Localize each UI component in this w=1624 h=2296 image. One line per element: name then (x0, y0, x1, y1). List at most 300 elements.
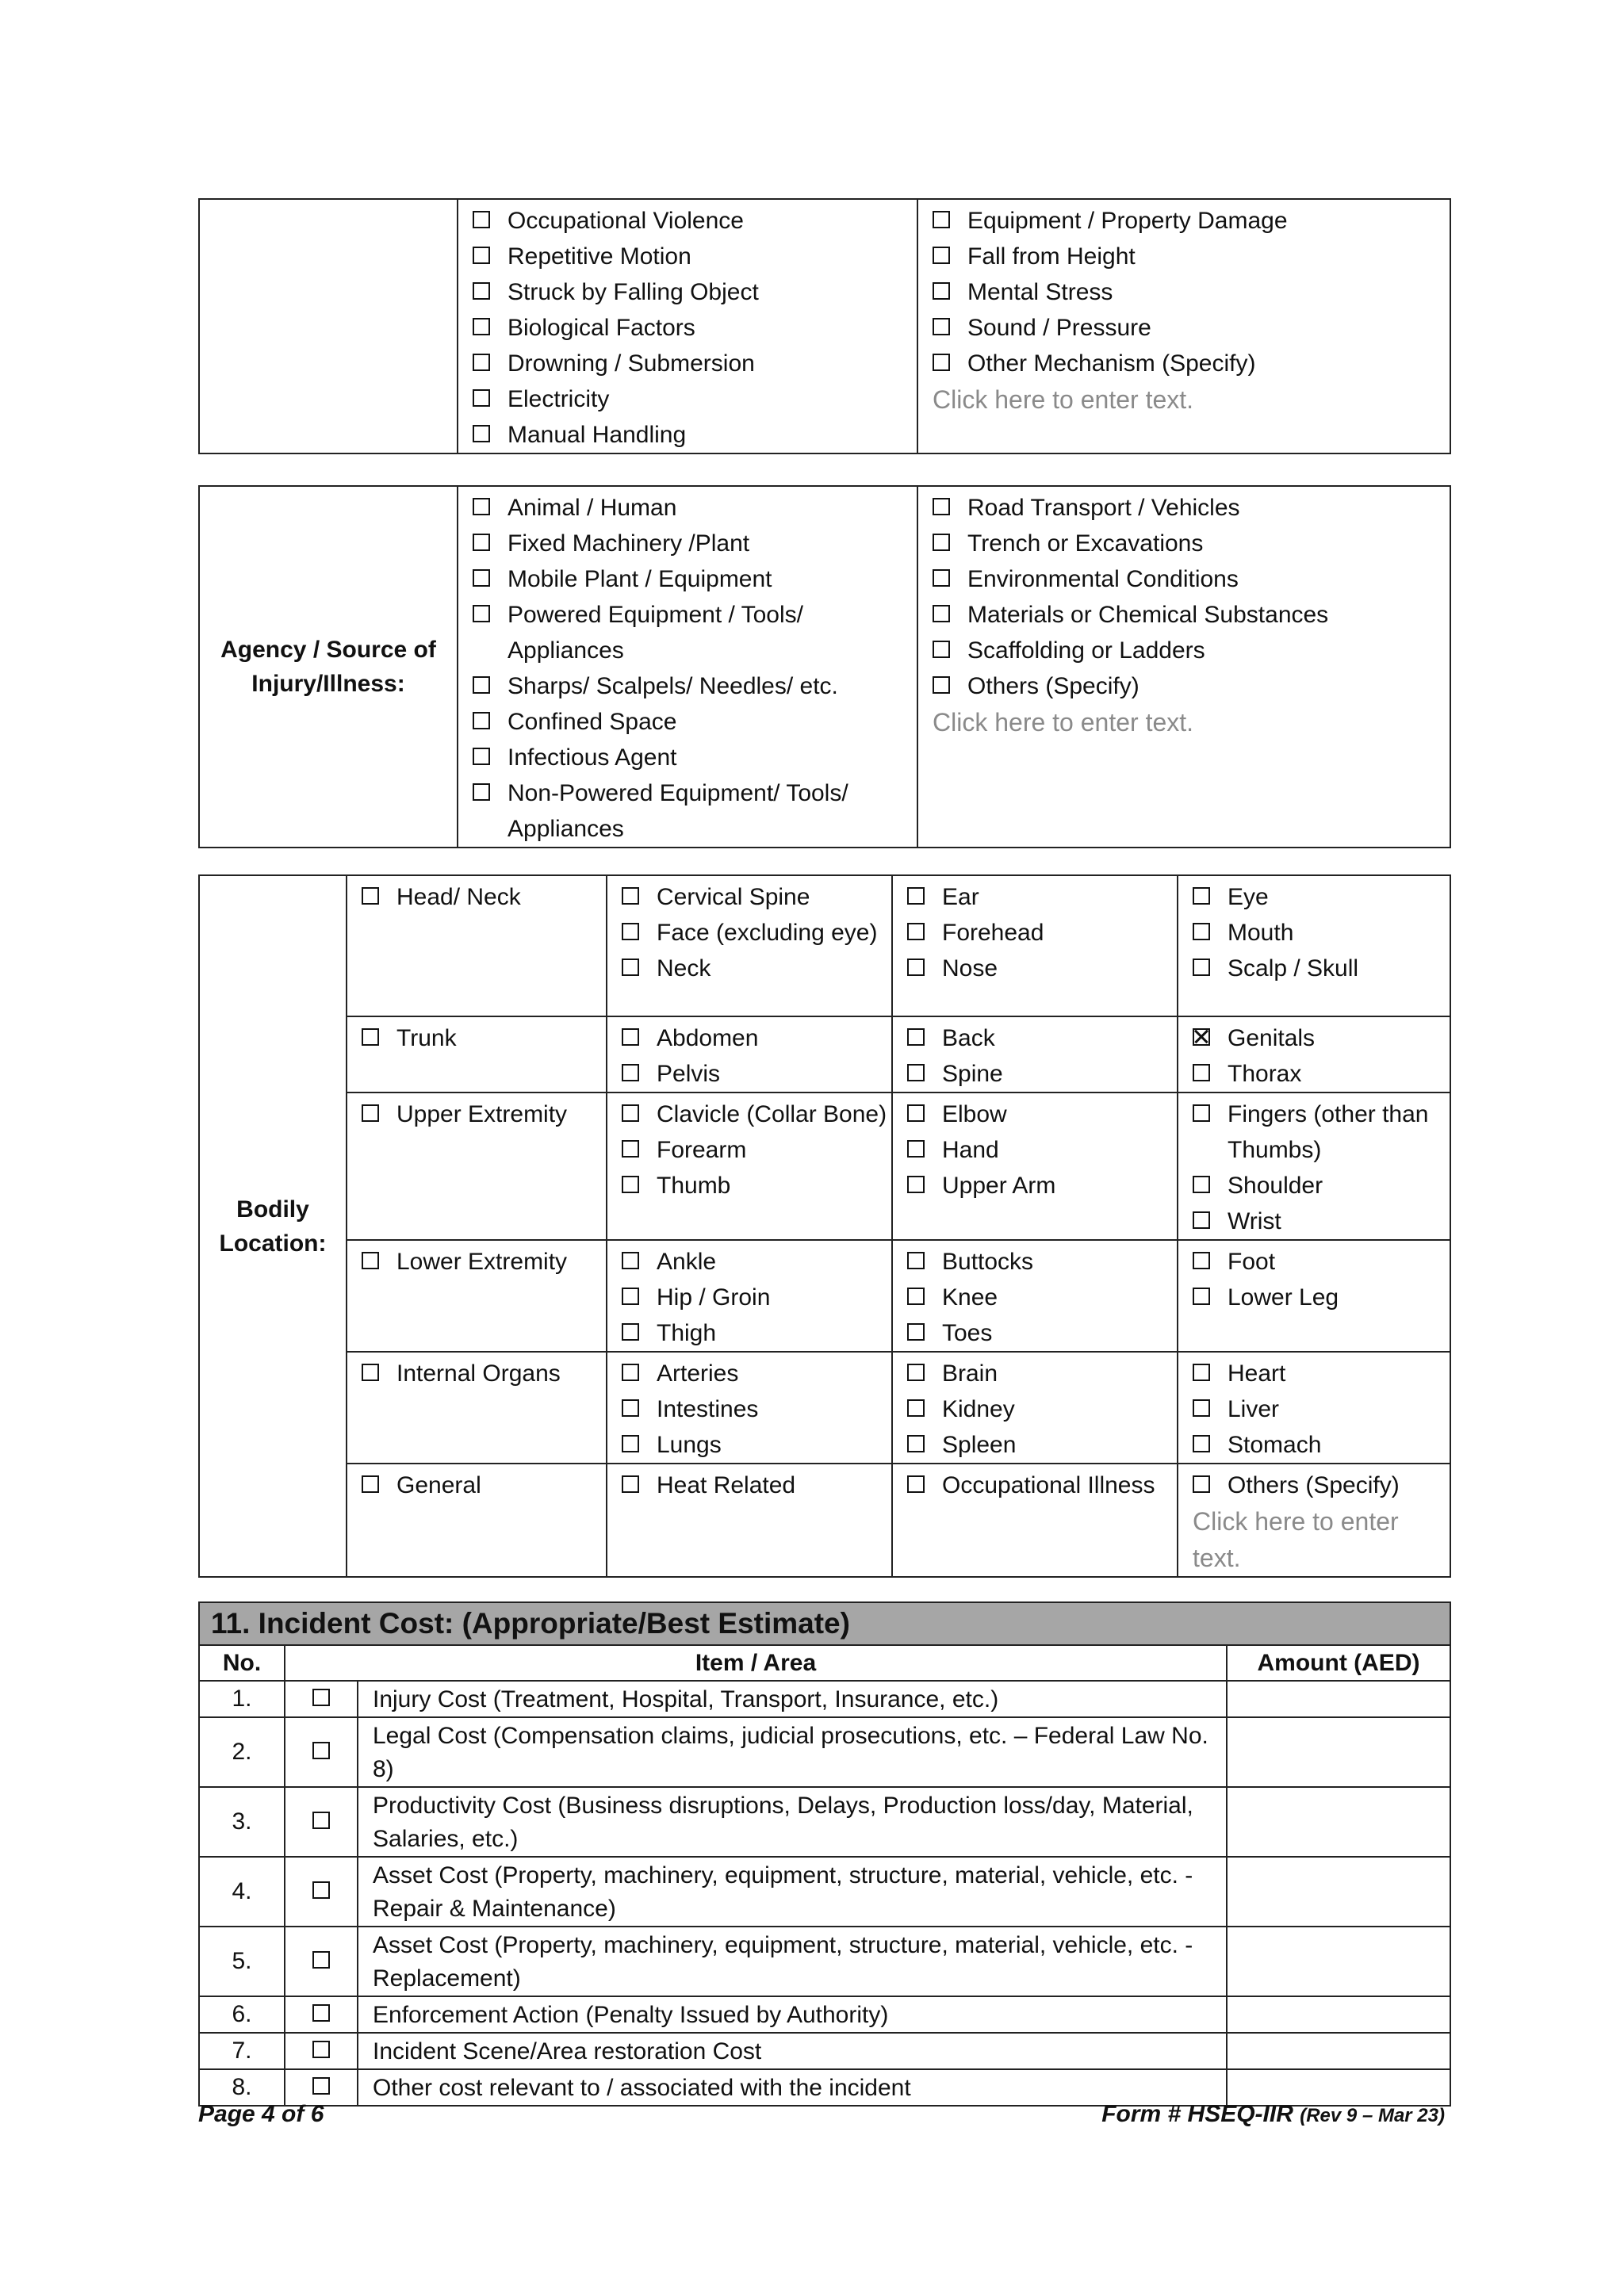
checkbox-item-genitals[interactable] (1193, 1020, 1450, 1056)
cost-row-checkbox-cell[interactable] (285, 1787, 358, 1857)
bodily-parts-cell (892, 1093, 1178, 1240)
checkbox-label: Other Mechanism (Specify) (967, 350, 1256, 377)
checkbox-icon[interactable] (1193, 1064, 1210, 1081)
checkbox-icon[interactable] (473, 282, 490, 300)
checkbox-item-cervical-spine[interactable] (622, 879, 891, 915)
incident-cost-title: 11. Incident Cost: (Appropriate/Best Estimate) (199, 1602, 1450, 1645)
cost-row-number: 8. (199, 2069, 285, 2106)
checkbox-item-sound-pressure[interactable] (933, 310, 1450, 346)
checkbox-item-fall-from-height[interactable] (933, 239, 1450, 274)
bodily-region-cell (347, 875, 607, 1016)
col-header-amount: Amount (AED) (1227, 1645, 1450, 1681)
checkbox-item-knee[interactable] (907, 1280, 1177, 1315)
checkbox-label: Abdomen (657, 1025, 759, 1051)
checkbox-icon[interactable] (622, 959, 639, 976)
bodily-parts-cell (892, 1464, 1178, 1577)
checkbox-item-occupational-violence[interactable] (473, 203, 917, 239)
cost-row-number: 5. (199, 1927, 285, 1996)
checkbox-label: Upper Arm (942, 1173, 1056, 1199)
checkbox-icon[interactable] (933, 534, 950, 551)
checkbox-label: Internal Organs (396, 1360, 561, 1387)
cost-row-checkbox-cell[interactable] (285, 1996, 358, 2033)
checkbox-label: Confined Space (508, 709, 677, 735)
checkbox-label: Kidney (942, 1396, 1015, 1422)
checkbox-label: Genitals (1228, 1025, 1316, 1051)
checkbox-item-occupational-illness[interactable] (907, 1468, 1177, 1503)
checkbox-icon[interactable] (933, 247, 950, 264)
checkbox-item-non-powered-equipment-tools-appliances[interactable] (473, 775, 917, 847)
checkbox-icon[interactable] (933, 318, 950, 335)
checkbox-label: Intestines (657, 1396, 759, 1422)
checkbox-icon[interactable] (312, 1812, 330, 1829)
cost-row-item: Enforcement Action (Penalty Issued by Authority) (358, 1996, 1227, 2033)
checkbox-label: Forehead (942, 920, 1044, 946)
checkbox-item-infectious-agent[interactable] (473, 740, 917, 775)
checkbox-icon[interactable] (312, 2077, 330, 2095)
checkbox-label: Lower Leg (1228, 1284, 1339, 1311)
checkbox-icon[interactable] (1193, 1364, 1210, 1381)
checkbox-item-liver[interactable] (1193, 1391, 1450, 1427)
checkbox-label: Spleen (942, 1432, 1017, 1458)
cost-row-item: Legal Cost (Compensation claims, judicial prosecutions, etc. – Federal Law No. 8) (358, 1717, 1227, 1787)
checkbox-item-eye[interactable] (1193, 879, 1450, 915)
checkbox-label: Road Transport / Vehicles (967, 495, 1240, 521)
checkbox-item-trunk[interactable] (362, 1020, 606, 1056)
checkbox-label: Non-Powered Equipment/ Tools/ Appliances (508, 780, 848, 842)
bodily-parts-cell (1178, 1016, 1450, 1093)
checkbox-icon[interactable] (622, 1140, 639, 1158)
bodily-parts-cell (607, 1464, 892, 1577)
cost-row-checkbox-cell[interactable] (285, 1927, 358, 1996)
checkbox-icon[interactable] (1193, 887, 1210, 905)
checkbox-item-shoulder[interactable] (1193, 1168, 1450, 1203)
checkbox-label: Thigh (657, 1320, 717, 1346)
checkbox-icon[interactable] (907, 1140, 925, 1158)
checkbox-item-mobile-plant-equipment[interactable] (473, 561, 917, 597)
checkbox-item-trench-or-excavations[interactable] (933, 526, 1450, 561)
checkbox-label: Animal / Human (508, 495, 677, 521)
agency-col2 (917, 486, 1450, 848)
bodily-parts-cell (607, 875, 892, 1016)
checkbox-icon[interactable] (362, 1104, 379, 1122)
cost-row-checkbox-cell[interactable] (285, 2033, 358, 2069)
checkbox-label: Upper Extremity (396, 1101, 568, 1127)
checkbox-item-elbow[interactable] (907, 1096, 1177, 1132)
cost-row-item: Asset Cost (Property, machinery, equipment, structure, material, vehicle, etc. - Repair & Maintenance) (358, 1857, 1227, 1927)
checkbox-icon[interactable] (1193, 923, 1210, 940)
checkbox-item-general[interactable] (362, 1468, 606, 1503)
col-header-no: No. (199, 1645, 285, 1681)
checkbox-item-buttocks[interactable] (907, 1244, 1177, 1280)
checkbox-item-back[interactable] (907, 1020, 1177, 1056)
checkbox-icon[interactable] (622, 1323, 639, 1341)
checkbox-icon[interactable] (907, 1252, 925, 1269)
cost-row-number: 6. (199, 1996, 285, 2033)
checkbox-icon[interactable] (1193, 1288, 1210, 1305)
checkbox-label: Face (excluding eye) (657, 920, 878, 946)
checkbox-label: Fingers (other than Thumbs) (1228, 1101, 1429, 1163)
checkbox-icon[interactable] (622, 1399, 639, 1417)
checkbox-icon[interactable] (312, 1881, 330, 1899)
checkbox-icon[interactable] (933, 605, 950, 622)
checkbox-item-upper-extremity[interactable] (362, 1096, 606, 1132)
checkbox-item-nose[interactable] (907, 951, 1177, 986)
checkbox-icon[interactable] (907, 887, 925, 905)
bodily-parts-cell (607, 1016, 892, 1093)
checkbox-icon[interactable] (473, 389, 490, 407)
checkbox-label: Stomach (1228, 1432, 1322, 1458)
checkbox-icon[interactable] (907, 1288, 925, 1305)
checkbox-icon[interactable] (312, 1742, 330, 1759)
checkbox-label: Electricity (508, 386, 610, 412)
cost-row (199, 1996, 1450, 2033)
checkbox-icon[interactable] (622, 1475, 639, 1493)
checkbox-item-internal-organs[interactable] (362, 1356, 606, 1391)
col-header-item: Item / Area (285, 1645, 1227, 1681)
checkbox-label: Equipment / Property Damage (967, 208, 1288, 234)
checkbox-label: Drowning / Submersion (508, 350, 755, 377)
checkbox-icon[interactable] (312, 2004, 330, 2022)
checkbox-item-powered-equipment-tools-appliances[interactable] (473, 597, 917, 668)
bodily-region-cell (347, 1093, 607, 1240)
mechanism-col1 (458, 199, 917, 453)
checkbox-item-hand[interactable] (907, 1132, 1177, 1168)
cost-row-number: 2. (199, 1717, 285, 1787)
checkbox-item-other-mechanism-specify[interactable] (933, 346, 1450, 381)
checkbox-label: Environmental Conditions (967, 566, 1239, 592)
checkbox-icon[interactable] (907, 923, 925, 940)
checkbox-item-spleen[interactable] (907, 1427, 1177, 1463)
checkbox-icon[interactable] (473, 318, 490, 335)
bodily-parts-cell (892, 1016, 1178, 1093)
cost-row-number: 7. (199, 2033, 285, 2069)
cost-row-amount-input[interactable] (1227, 1787, 1450, 1857)
cost-row-amount-input[interactable] (1227, 1681, 1450, 1717)
checkbox-icon[interactable] (312, 2041, 330, 2058)
checkbox-label: Mental Stress (967, 279, 1113, 305)
cost-row-number: 3. (199, 1787, 285, 1857)
checkbox-item-heat-related[interactable] (622, 1468, 891, 1503)
checkbox-item-brain[interactable] (907, 1356, 1177, 1391)
checkbox-checked-icon[interactable] (1193, 1028, 1210, 1046)
checkbox-icon[interactable] (933, 676, 950, 694)
agency-label: Agency / Source of Injury/Illness: (199, 486, 458, 848)
checkbox-item-heart[interactable] (1193, 1356, 1450, 1391)
checkbox-item-clavicle-collar-bone[interactable] (622, 1096, 891, 1132)
cost-row (199, 1787, 1450, 1857)
checkbox-label: Materials or Chemical Substances (967, 602, 1329, 628)
checkbox-icon[interactable] (473, 712, 490, 729)
checkbox-label: Hip / Groin (657, 1284, 771, 1311)
agency-col1 (458, 486, 917, 848)
checkbox-icon[interactable] (907, 1104, 925, 1122)
checkbox-item-toes[interactable] (907, 1315, 1177, 1351)
checkbox-icon[interactable] (312, 1689, 330, 1706)
checkbox-label: Trench or Excavations (967, 530, 1204, 557)
cost-row-amount-input[interactable] (1227, 2033, 1450, 2069)
checkbox-icon[interactable] (1193, 1104, 1210, 1122)
checkbox-item-arteries[interactable] (622, 1356, 891, 1391)
cost-row (199, 1717, 1450, 1787)
checkbox-item-stomach[interactable] (1193, 1427, 1450, 1463)
checkbox-item-materials-or-chemical-substances[interactable] (933, 597, 1450, 633)
checkbox-label: Ear (942, 884, 979, 910)
checkbox-item-animal-human[interactable] (473, 490, 917, 526)
checkbox-item-foot[interactable] (1193, 1244, 1450, 1280)
cost-row-number: 4. (199, 1857, 285, 1927)
checkbox-icon[interactable] (362, 1252, 379, 1269)
checkbox-icon[interactable] (473, 354, 490, 371)
bodily-parts-cell (892, 1240, 1178, 1352)
cost-row-item: Asset Cost (Property, machinery, equipment, structure, material, vehicle, etc. - Replacement) (358, 1927, 1227, 1996)
bodily-row-internal-organs (199, 1352, 1450, 1464)
checkbox-item-confined-space[interactable] (473, 704, 917, 740)
bodily-row-head-neck (199, 875, 1450, 1016)
bodily-region-cell (347, 1240, 607, 1352)
checkbox-icon[interactable] (907, 1064, 925, 1081)
bodily-parts-cell (892, 1352, 1178, 1464)
checkbox-icon[interactable] (1193, 1399, 1210, 1417)
checkbox-label: Lower Extremity (396, 1249, 568, 1275)
checkbox-item-kidney[interactable] (907, 1391, 1177, 1427)
checkbox-icon[interactable] (907, 1323, 925, 1341)
checkbox-item-lower-leg[interactable] (1193, 1280, 1450, 1315)
checkbox-icon[interactable] (933, 354, 950, 371)
mechanism-col2 (917, 199, 1450, 453)
checkbox-item-thumb[interactable] (622, 1168, 891, 1203)
checkbox-icon[interactable] (622, 1104, 639, 1122)
form-revision: (Rev 9 – Mar 23) (1300, 2105, 1445, 2126)
checkbox-label: Mouth (1228, 920, 1294, 946)
checkbox-icon[interactable] (362, 1028, 379, 1046)
checkbox-icon[interactable] (473, 676, 490, 694)
bodily-row-upper-extremity (199, 1093, 1450, 1240)
text-entry-field[interactable]: Click here to enter text. (933, 385, 1194, 414)
checkbox-icon[interactable] (362, 887, 379, 905)
checkbox-label: Thorax (1228, 1061, 1302, 1087)
checkbox-icon[interactable] (622, 923, 639, 940)
checkbox-icon[interactable] (933, 569, 950, 587)
bodily-parts-cell (607, 1240, 892, 1352)
bodily-parts-cell (1178, 1352, 1450, 1464)
checkbox-icon[interactable] (933, 641, 950, 658)
cost-row-item: Productivity Cost (Business disruptions, Delays, Production loss/day, Material, Salaries, etc.) (358, 1787, 1227, 1857)
checkbox-item-ear[interactable] (907, 879, 1177, 915)
checkbox-icon[interactable] (622, 1288, 639, 1305)
checkbox-item-face-excluding-eye[interactable] (622, 915, 891, 951)
checkbox-icon[interactable] (1193, 1435, 1210, 1452)
checkbox-item-abdomen[interactable] (622, 1020, 891, 1056)
checkbox-item-environmental-conditions[interactable] (933, 561, 1450, 597)
checkbox-item-mental-stress[interactable] (933, 274, 1450, 310)
checkbox-item-thorax[interactable] (1193, 1056, 1450, 1092)
checkbox-icon[interactable] (622, 1252, 639, 1269)
cost-row-amount-input[interactable] (1227, 1927, 1450, 1996)
checkbox-label: Back (942, 1025, 995, 1051)
checkbox-label: Cervical Spine (657, 884, 810, 910)
checkbox-label: Trunk (396, 1025, 457, 1051)
cost-row-amount-input[interactable] (1227, 1717, 1450, 1787)
checkbox-label: Biological Factors (508, 315, 695, 341)
cost-row (199, 1857, 1450, 1927)
checkbox-label: Scalp / Skull (1228, 955, 1359, 982)
checkbox-item-lower-extremity[interactable] (362, 1244, 606, 1280)
cost-row-amount-input[interactable] (1227, 1857, 1450, 1927)
checkbox-item-spine[interactable] (907, 1056, 1177, 1092)
checkbox-item-lungs[interactable] (622, 1427, 891, 1463)
checkbox-icon[interactable] (933, 282, 950, 300)
checkbox-icon[interactable] (1193, 1252, 1210, 1269)
checkbox-label: Occupational Violence (508, 208, 744, 234)
checkbox-item-forehead[interactable] (907, 915, 1177, 951)
bodily-row-general (199, 1464, 1450, 1577)
checkbox-icon[interactable] (622, 1364, 639, 1381)
checkbox-item-manual-handling[interactable] (473, 417, 917, 453)
bodily-region-cell (347, 1352, 607, 1464)
checkbox-item-ankle[interactable] (622, 1244, 891, 1280)
page-number: Page 4 of 6 (198, 2101, 324, 2127)
checkbox-item-drowning-submersion[interactable] (473, 346, 917, 381)
checkbox-icon[interactable] (622, 1028, 639, 1046)
cost-row-item: Other cost relevant to / associated with the incident (358, 2069, 1227, 2106)
checkbox-icon[interactable] (622, 1176, 639, 1193)
checkbox-item-biological-factors[interactable] (473, 310, 917, 346)
checkbox-icon[interactable] (473, 748, 490, 765)
checkbox-item-fingers-other-than-thumbs[interactable] (1193, 1096, 1450, 1168)
checkbox-label: Knee (942, 1284, 998, 1311)
checkbox-icon[interactable] (933, 498, 950, 515)
checkbox-label: Sound / Pressure (967, 315, 1151, 341)
checkbox-label: Infectious Agent (508, 744, 677, 771)
bodily-row-trunk (199, 1016, 1450, 1093)
checkbox-icon[interactable] (907, 1364, 925, 1381)
checkbox-item-road-transport-vehicles[interactable] (933, 490, 1450, 526)
cost-row-item: Incident Scene/Area restoration Cost (358, 2033, 1227, 2069)
checkbox-icon[interactable] (933, 211, 950, 228)
cost-row-checkbox-cell[interactable] (285, 1857, 358, 1927)
checkbox-label: Pelvis (657, 1061, 721, 1087)
checkbox-item-repetitive-motion[interactable] (473, 239, 917, 274)
checkbox-icon[interactable] (473, 534, 490, 551)
checkbox-icon[interactable] (907, 1435, 925, 1452)
checkbox-icon[interactable] (1193, 959, 1210, 976)
cost-row (199, 2033, 1450, 2069)
checkbox-item-wrist[interactable] (1193, 1203, 1450, 1239)
mechanism-label-cell (199, 199, 458, 453)
checkbox-label: Liver (1228, 1396, 1280, 1422)
checkbox-label: Occupational Illness (942, 1472, 1155, 1498)
checkbox-label: Toes (942, 1320, 993, 1346)
checkbox-item-forearm[interactable] (622, 1132, 891, 1168)
checkbox-label: Mobile Plant / Equipment (508, 566, 772, 592)
checkbox-icon[interactable] (1193, 1211, 1210, 1229)
checkbox-icon[interactable] (473, 569, 490, 587)
bodily-parts-cell (1178, 1240, 1450, 1352)
cost-row-checkbox-cell[interactable] (285, 1717, 358, 1787)
checkbox-label: Head/ Neck (396, 884, 521, 910)
checkbox-icon[interactable] (473, 605, 490, 622)
checkbox-item-scaffolding-or-ladders[interactable] (933, 633, 1450, 668)
checkbox-item-upper-arm[interactable] (907, 1168, 1177, 1203)
checkbox-icon[interactable] (473, 425, 490, 442)
checkbox-item-others-specify[interactable] (1193, 1468, 1450, 1503)
bodily-parts-cell (1178, 875, 1450, 1016)
form-id: Form # HSEQ-IIR (1101, 2101, 1293, 2127)
checkbox-item-hip-groin[interactable] (622, 1280, 891, 1315)
checkbox-icon[interactable] (362, 1364, 379, 1381)
cost-row-checkbox-cell[interactable] (285, 1681, 358, 1717)
checkbox-label: Heart (1228, 1360, 1286, 1387)
checkbox-item-struck-by-falling-object[interactable] (473, 274, 917, 310)
checkbox-label: Forearm (657, 1137, 747, 1163)
checkbox-item-scalp-skull[interactable] (1193, 951, 1450, 986)
checkbox-item-mouth[interactable] (1193, 915, 1450, 951)
checkbox-label: Neck (657, 955, 711, 982)
checkbox-label: Fixed Machinery /Plant (508, 530, 750, 557)
checkbox-item-thigh[interactable] (622, 1315, 891, 1351)
checkbox-label: Elbow (942, 1101, 1007, 1127)
checkbox-label: Fall from Height (967, 243, 1136, 270)
checkbox-icon[interactable] (473, 247, 490, 264)
checkbox-item-neck[interactable] (622, 951, 891, 986)
checkbox-icon[interactable] (362, 1475, 379, 1493)
checkbox-icon[interactable] (312, 1951, 330, 1969)
checkbox-label: Lungs (657, 1432, 722, 1458)
checkbox-label: Wrist (1228, 1208, 1281, 1234)
checkbox-label: Scaffolding or Ladders (967, 637, 1205, 664)
text-entry-field[interactable]: Click here to enter text. (1193, 1507, 1399, 1572)
checkbox-item-pelvis[interactable] (622, 1056, 891, 1092)
agency-table (198, 485, 1451, 848)
checkbox-item-intestines[interactable] (622, 1391, 891, 1427)
checkbox-icon[interactable] (473, 498, 490, 515)
bodily-region-cell (347, 1016, 607, 1093)
checkbox-label: Manual Handling (508, 422, 687, 448)
checkbox-icon[interactable] (907, 1475, 925, 1493)
checkbox-label: Brain (942, 1360, 998, 1387)
checkbox-label: Hand (942, 1137, 999, 1163)
checkbox-icon[interactable] (473, 783, 490, 801)
checkbox-label: Nose (942, 955, 998, 982)
checkbox-label: Powered Equipment / Tools/ Appliances (508, 602, 803, 664)
checkbox-item-sharps-scalpels-needles-etc[interactable] (473, 668, 917, 704)
checkbox-item-head-neck[interactable] (362, 879, 606, 915)
checkbox-icon[interactable] (473, 211, 490, 228)
checkbox-icon[interactable] (622, 887, 639, 905)
text-entry-field[interactable]: Click here to enter text. (933, 708, 1194, 737)
checkbox-label: Foot (1228, 1249, 1276, 1275)
checkbox-label: General (396, 1472, 481, 1498)
checkbox-item-equipment-property-damage[interactable] (933, 203, 1450, 239)
bodily-parts-cell (1178, 1093, 1450, 1240)
checkbox-icon[interactable] (1193, 1475, 1210, 1493)
checkbox-item-electricity[interactable] (473, 381, 917, 417)
checkbox-icon[interactable] (907, 1399, 925, 1417)
checkbox-icon[interactable] (907, 1176, 925, 1193)
checkbox-item-fixed-machinery-plant[interactable] (473, 526, 917, 561)
bodily-location-label: Bodily Location: (199, 875, 347, 1577)
bodily-region-cell (347, 1464, 607, 1577)
checkbox-label: Struck by Falling Object (508, 279, 759, 305)
checkbox-icon[interactable] (907, 959, 925, 976)
checkbox-icon[interactable] (622, 1064, 639, 1081)
cost-row-amount-input[interactable] (1227, 1996, 1450, 2033)
checkbox-icon[interactable] (907, 1028, 925, 1046)
checkbox-icon[interactable] (622, 1435, 639, 1452)
checkbox-icon[interactable] (1193, 1176, 1210, 1193)
checkbox-item-others-specify[interactable] (933, 668, 1450, 704)
form-number (1101, 2101, 1445, 2128)
